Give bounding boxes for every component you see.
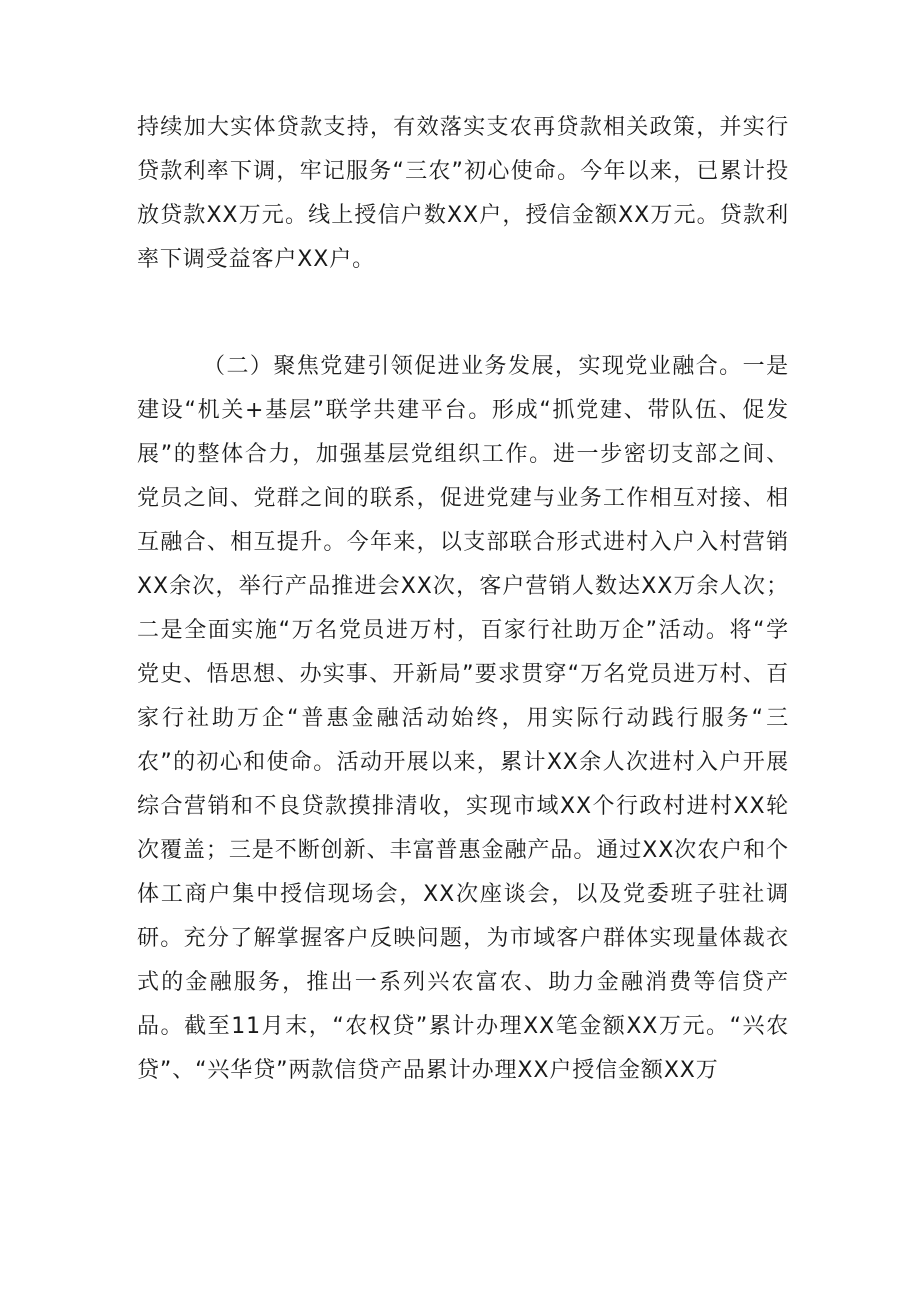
body-paragraph-party-building: （二）聚焦党建引领促进业务发展，实现党业融合。一是建设“机关+基层”联学共建平台。形成“抓党建、带队伍、促发展”的整体合力，加强基层党组织工作。进一步密切支部之间、党员之间、党群之间的联系，促进党建与业务工作相互对接、相互融合、相互提升。今年来，以支部联合形式进村入户入村营销XX余次，举行产品推进会XX次，客户营销人数达XX万余人次；二是全面实施“万名党员进万村，百家行社助万企”活动。将“学党史、悟思想、办实事、开新局”要求贯穿“万名党员进万村、百家行社助万企“普惠金融活动始终，用实际行动践行服务“三农”的初心和使命。活动开展以来，累计XX余人次进村入户开展综合营销和不良贷款摸排清收，实现市域XX个行政村进村XX轮次覆盖；三是不断创新、丰富普惠金融产品。通过XX次农户和个体工商户集中授信现场会，XX次座谈会，以及党委班子驻社调研。充分了解掌握客户反映问题，为市域客户群体实现量体裁衣式的金融服务，推出一系列兴农富农、助力金融消费等信贷产品。截至11月末，“农权贷”累计办理XX笔金额XX万元。“兴农贷”、“兴华贷”两款信贷产品累计办理XX户授信金额XX万 <box>137 354 789 1083</box>
body-paragraph-loan-support: 持续加大实体贷款支持，有效落实支农再贷款相关政策，并实行贷款利率下调，牢记服务“三农”初心使命。今年以来，已累计投放贷款XX万元。线上授信户数XX户，授信金额XX万元。贷款利率下调受益客户XX户。 <box>137 115 789 272</box>
